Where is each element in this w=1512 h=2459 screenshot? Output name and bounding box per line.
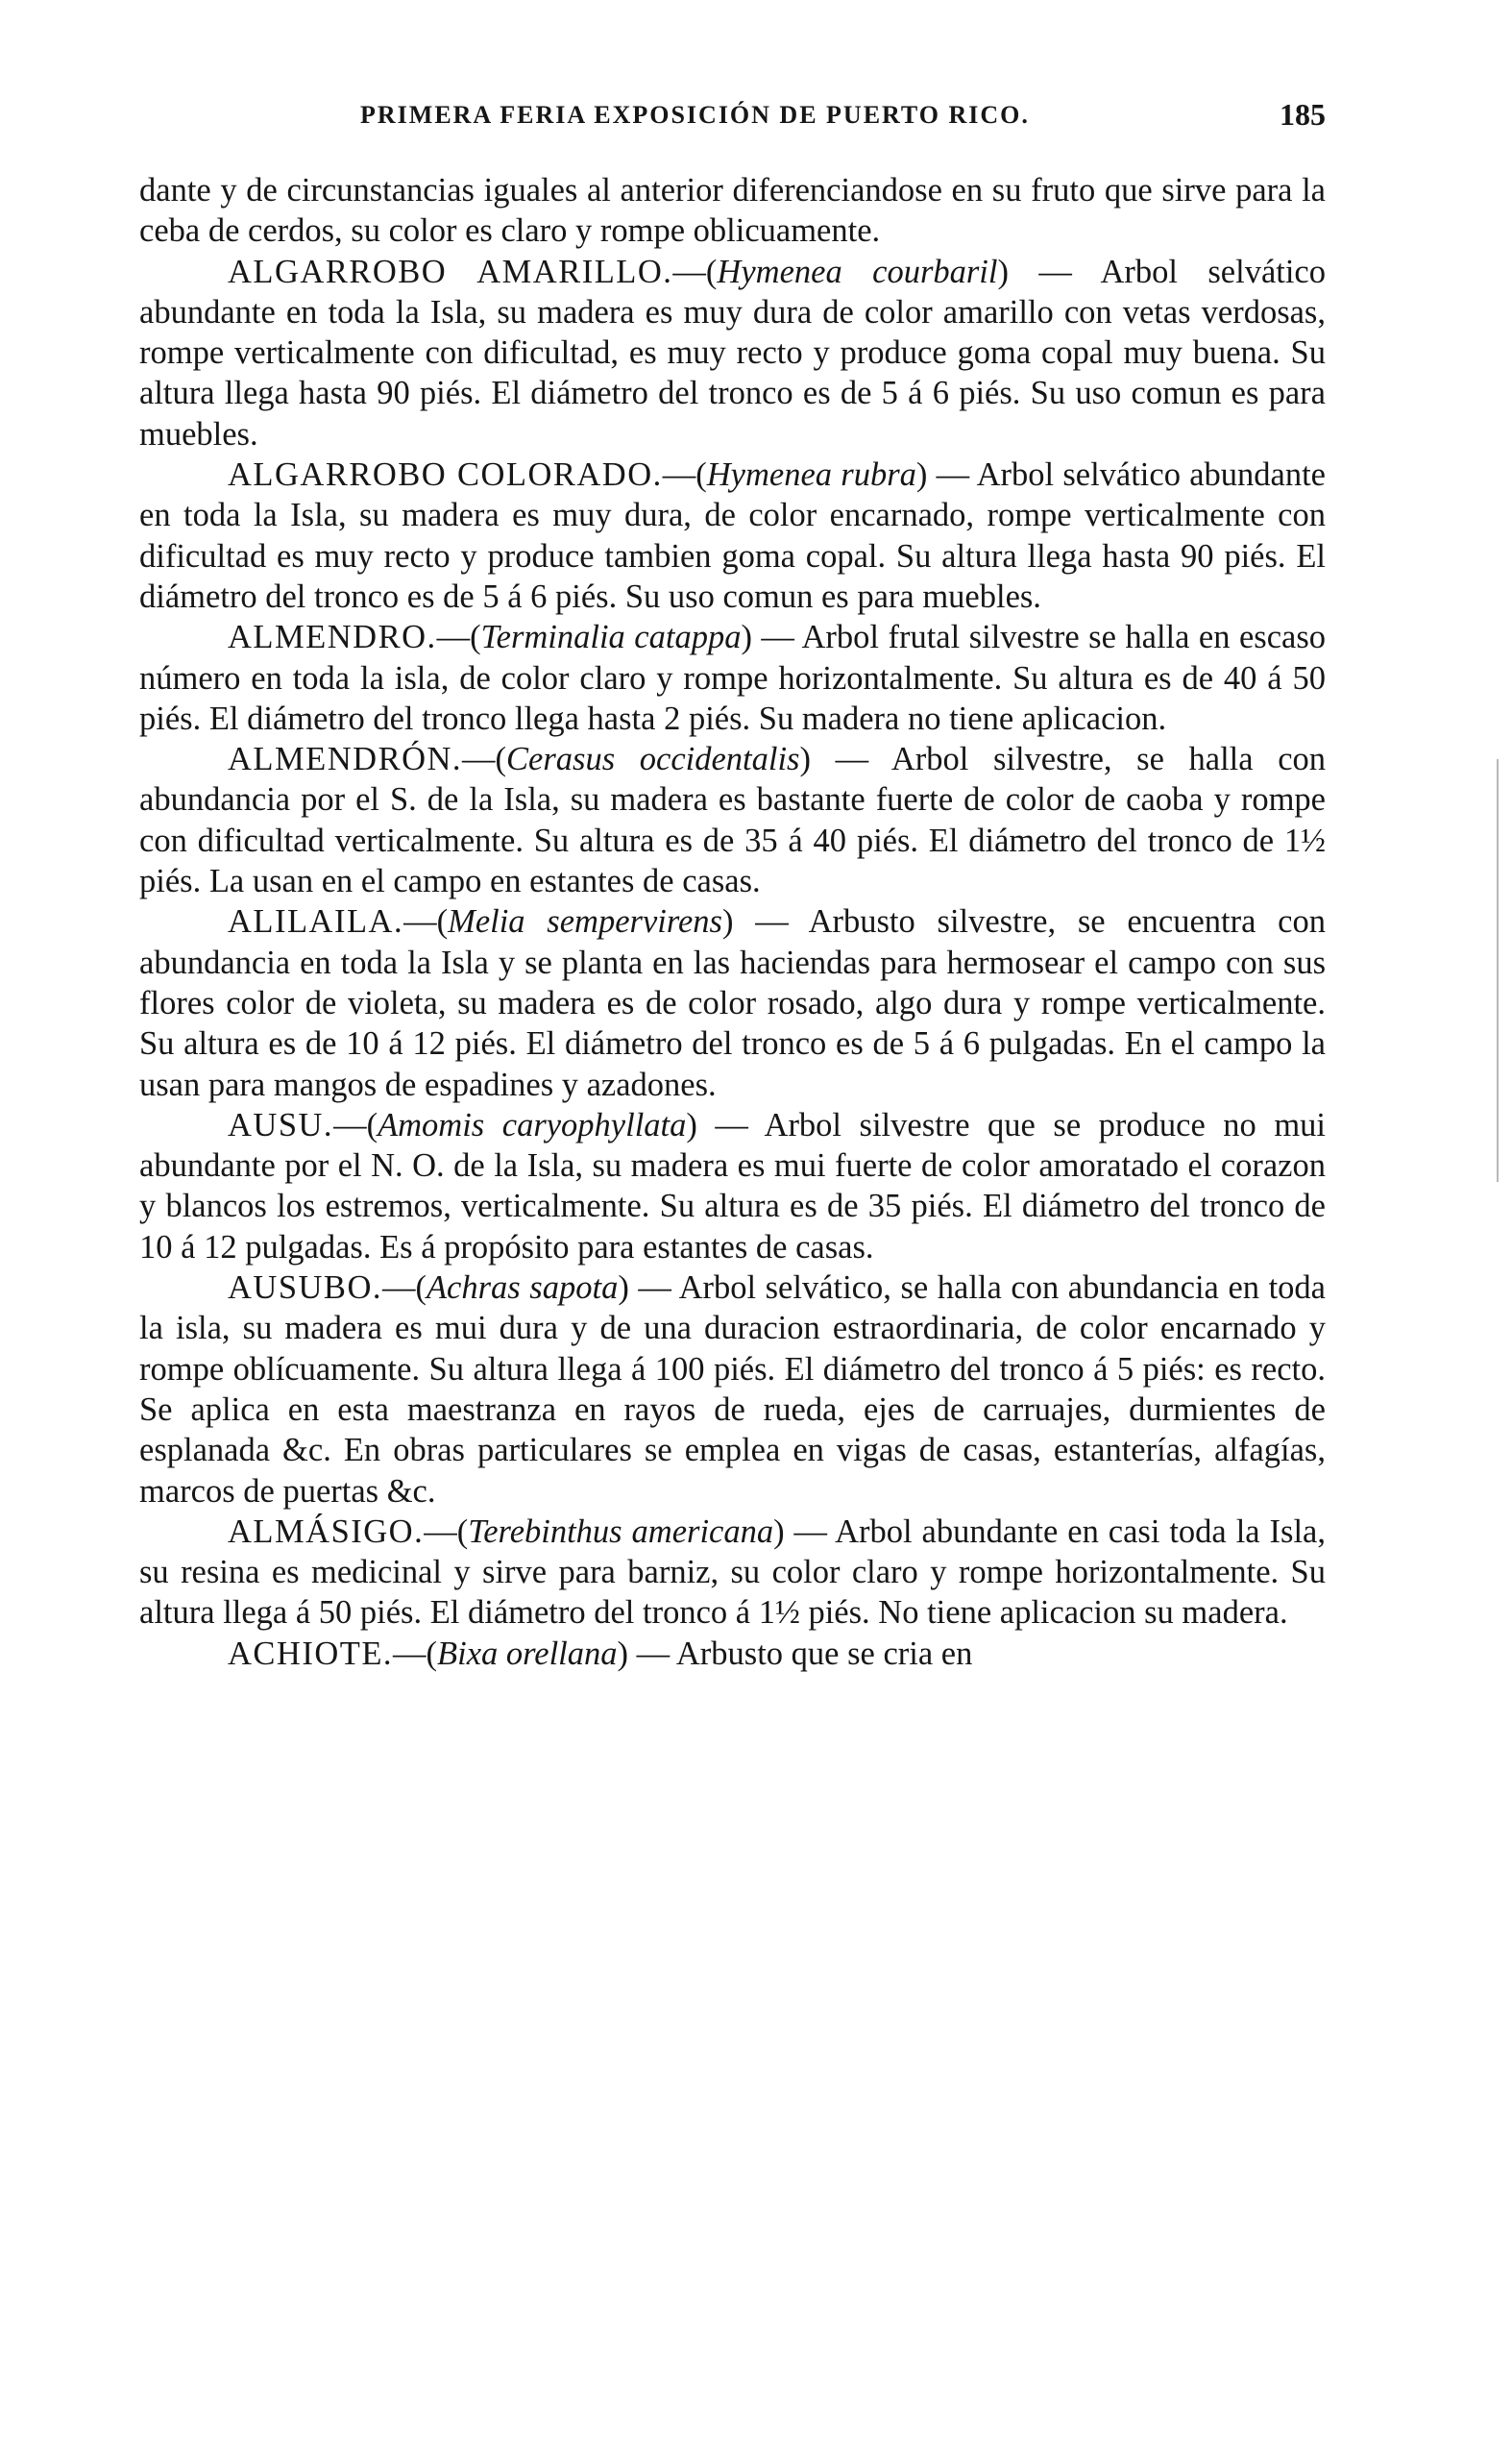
- entry-text: Arbol abundante en casi toda la Isla, su resina es medicinal y sirve para barniz, su color claro y rompe horizontalmente. Su altura llega á 50 piés. El diámetro del tronco á 1½ piés. No tiene aplicacion su madera.: [139, 1512, 1326, 1632]
- entry-algarrobo-colorado: ALGARROBO COLORADO.—(Hymenea rubra) — Arbol selvático abundante en toda la Isla, su madera es muy dura, de color encarnado, rompe verticalmente con dificultad es muy recto y produce tambien goma copal. Su altura llega hasta 90 piés. El diámetro del tronco es de 5 á 6 piés. Su uso comun es para muebles.: [139, 456, 1326, 615]
- entry-almasigo: ALMÁSIGO.—(Terebinthus americana) — Arbol abundante en casi toda la Isla, su resina es medicinal y sirve para barniz, su color claro y rompe horizontalmente. Su altura llega á 50 piés. El diámetro del tronco á 1½ piés. No tiene aplicacion su madera.: [139, 1512, 1326, 1632]
- entry-name: ALGARROBO AMARILLO.: [228, 253, 673, 290]
- book-page: [139, 91, 1326, 1674]
- entry-name: ALMÁSIGO.: [228, 1512, 425, 1550]
- entry-name: AUSU.: [228, 1106, 334, 1143]
- entry-latin-name: Terminalia catappa: [480, 619, 742, 656]
- entry-ausubo: AUSUBO.—(Achras sapota) — Arbol selvático, se halla con abundancia en toda la isla, su madera es mui dura y de una duracion estraordinaria, de color encarnado y rompe oblícuamente. Su altura llega á 100 piés. El diámetro del tronco á 5 piés: es recto. Se aplica en esta maestranza en rayos de rueda, ejes de carruajes, durmientes de esplanada &c. En obras particulares se emplea en vigas de casas, estanterías, alfagías, marcos de puertas &c.: [139, 1269, 1326, 1510]
- entry-alilaila: ALILAILA.—(Melia sempervirens) — Arbusto silvestre, se encuentra con abundancia en toda la Isla y se planta en las haciendas para hermosear el campo con sus flores color de violeta, su madera es de color rosado, algo dura y rompe verticalmente. Su altura es de 10 á 12 piés. El diámetro del tronco es de 5 á 6 pulgadas. En el campo la usan para mangos de espadines y azadones.: [139, 903, 1326, 1103]
- entry-algarrobo-amarillo: ALGARROBO AMARILLO.—(Hymenea courbaril) — Arbol selvático abundante en toda la Isla, su madera es muy dura de color amarillo con vetas verdosas, rompe verticalmente con dificultad, es muy recto y produce goma copal muy buena. Su altura llega hasta 90 piés. El diámetro del tronco es de 5 á 6 piés. Su uso comun es para muebles.: [139, 253, 1326, 453]
- entry-almendro: ALMENDRO.—(Terminalia catappa) — Arbol frutal silvestre se halla en escaso número en toda la isla, de color claro y rompe horizontalmente. Su altura es de 40 á 50 piés. El diámetro del tronco llega hasta 2 piés. Su madera no tiene aplicacion.: [139, 619, 1327, 737]
- running-head: [139, 91, 1326, 141]
- text-body: [139, 170, 1326, 1674]
- entry-text: Arbol silvestre, se halla con abundancia por el S. de la Isla, su madera es bastante fuerte de color de caoba y rompe con dificultad verticalmente. Su altura es de 35 á 40 piés. El diámetro del tronco de 1½ piés. La usan en el campo en estantes de casas.: [139, 741, 1327, 900]
- entry-name: ALMENDRÓN.: [228, 741, 463, 778]
- entry-name: ALGARROBO COLORADO.: [228, 456, 663, 494]
- entry-achiote: ACHIOTE.—(Bixa orellana) — Arbusto que se cria en: [228, 1635, 973, 1672]
- entry-text: Arbusto que se cria en: [675, 1635, 973, 1672]
- entry-text: Arbol selvático abundante en toda la Isla, su madera es muy dura de color amarillo con vetas verdosas, rompe verticalmente con dificultad, es muy recto y produce goma copal muy buena. Su altura llega hasta 90 piés. El diámetro del tronco es de 5 á 6 piés. Su uso comun es para muebles.: [139, 253, 1326, 453]
- continuation-paragraph: dante y de circunstancias iguales al anterior diferenciandose en su fruto que sirve para la ceba de cerdos, su color es claro y rompe oblicuamente.: [139, 172, 1326, 250]
- entry-name: ALMENDRO.: [228, 619, 437, 656]
- running-title: PRIMERA FERIA EXPOSICIÓN DE PUERTO RICO.: [360, 101, 1030, 129]
- entry-latin-name: Melia sempervirens: [448, 903, 722, 941]
- entry-name: ACHIOTE.: [228, 1635, 394, 1672]
- entry-text: Arbol selvático, se halla con abundancia en toda la isla, su madera es mui dura y de una duracion estraordinaria, de color encarnado y rompe oblícuamente. Su altura llega á 100 piés. El diámetro del tronco á 5 piés: es recto. Se aplica en esta maestranza en rayos de rueda, ejes de carruajes, durmientes de esplanada &c. En obras particulares se emplea en vigas de casas, estanterías, alfagías, marcos de puertas &c.: [139, 1269, 1326, 1510]
- entry-ausu: AUSU.—(Amomis caryophyllata) — Arbol silvestre que se produce no mui abundante por el N. O. de la Isla, su madera es mui fuerte de color amoratado el corazon y blancos los estremos, verticalmente. Su altura es de 35 piés. El diámetro del tronco de 10 á 12 pulgadas. Es á propósito para estantes de casas.: [139, 1106, 1326, 1266]
- entry-almendron: ALMENDRÓN.—(Cerasus occidentalis) — Arbol silvestre, se halla con abundancia por el S. de la Isla, su madera es bastante fuerte de color de caoba y rompe con dificultad verticalmente. Su altura es de 35 á 40 piés. El diámetro del tronco de 1½ piés. La usan en el campo en estantes de casas.: [139, 741, 1327, 900]
- entry-text: Arbusto silvestre, se encuentra con abundancia en toda la Isla y se planta en las haciendas para hermosear el campo con sus flores color de violeta, su madera es de color rosado, algo dura y rompe verticalmente. Su altura es de 10 á 12 piés. El diámetro del tronco es de 5 á 6 pulgadas. En el campo la usan para mangos de espadines y azadones.: [139, 903, 1326, 1103]
- entry-latin-name: Amomis caryophyllata: [378, 1106, 687, 1143]
- page-number: 185: [1280, 97, 1326, 132]
- entry-name: AUSUBO.: [228, 1269, 382, 1307]
- entry-text: Arbol selvático abundante en toda la Isla, su madera es muy dura, de color encarnado, rompe verticalmente con dificultad es muy recto y produce tambien goma copal. Su altura llega hasta 90 piés. El diámetro del tronco es de 5 á 6 piés. Su uso comun es para muebles.: [139, 456, 1326, 615]
- scan-margin-line: [1497, 759, 1499, 1182]
- entry-latin-name: Hymenea rubra: [706, 456, 916, 494]
- entry-name: ALILAILA.: [228, 903, 404, 941]
- entry-text: Arbol silvestre que se produce no mui abundante por el N. O. de la Isla, su madera es mui fuerte de color amoratado el corazon y blancos los estremos, verticalmente. Su altura es de 35 piés. El diámetro del tronco de 10 á 12 pulgadas. Es á propósito para estantes de casas.: [139, 1106, 1326, 1266]
- entry-latin-name: Terebinthus americana: [468, 1512, 774, 1550]
- entry-latin-name: Bixa orellana: [437, 1635, 618, 1672]
- entry-latin-name: Achras sapota: [426, 1269, 619, 1307]
- entry-latin-name: Cerasus occidentalis: [506, 741, 800, 778]
- entry-text: Arbol frutal silvestre se halla en escaso número en toda la isla, de color claro y rompe horizontalmente. Su altura es de 40 á 50 piés. El diámetro del tronco llega hasta 2 piés. Su madera no tiene aplicacion.: [139, 619, 1327, 737]
- entry-latin-name: Hymenea courbaril: [717, 253, 998, 290]
